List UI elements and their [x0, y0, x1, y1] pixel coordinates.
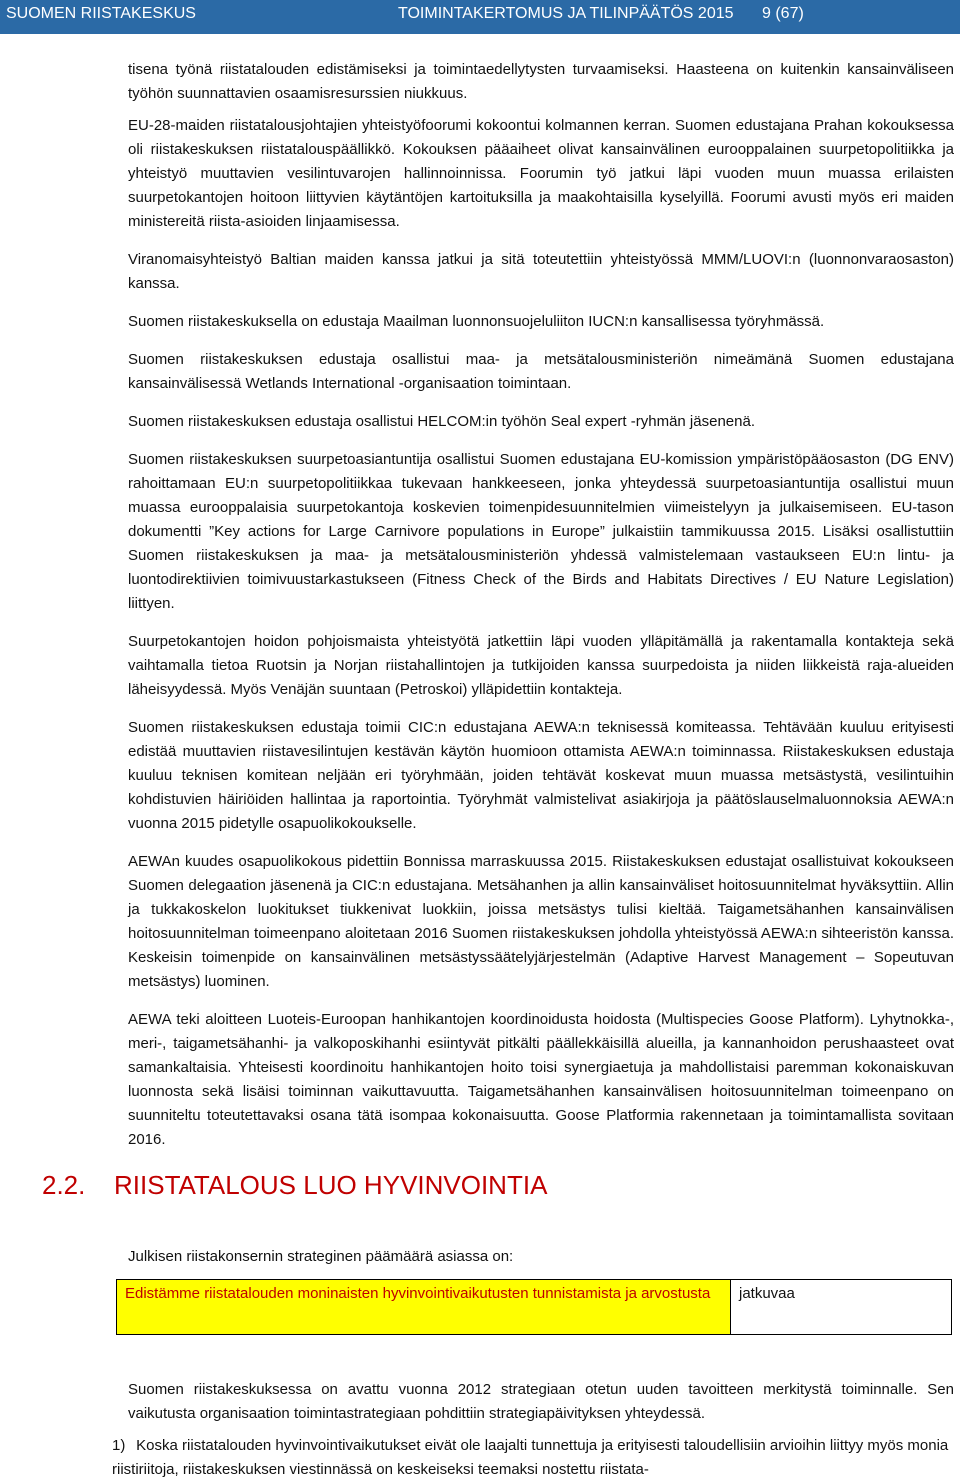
strategy-intro: Julkisen riistakonsernin strateginen päämäärä asiassa on: — [128, 1248, 514, 1265]
header-org: SUOMEN RIISTAKESKUS — [6, 5, 196, 22]
paragraph: Suurpetokantojen hoidon pohjoismaista yhteistyötä jatkettiin läpi vuoden ylläpitämällä ja rakentamalla kontakteja sekä vaihtamalla tietoa Ruotsin ja Norjan riistahallintojen ja tutkijoiden kanssa suurpedoista ja niiden liikkeistä raja-alueiden läheisyydessä. Myös Venäjän suuntaan (Petroskoi) ylläpidettiin kontakteja. — [128, 633, 954, 698]
footnote-number: 1) — [112, 1437, 126, 1454]
header-page-number: 9 (67) — [762, 5, 804, 22]
paragraph: Suomen riistakeskuksessa on avattu vuonna 2012 strategiaan otetun uuden tavoitteen merkitystä toiminnalle. Sen vaikutusta organisaation toimintastrategiaan pohdittiin strategiapäivityksen yhteydessä. — [128, 1381, 954, 1422]
paragraph: AEWA teki aloitteen Luoteis-Euroopan hanhikantojen koordinoidusta hoidosta (Multispecies Goose Platform). Lyhytnokka-, meri-, taigametsähanhi- ja valkoposkihanhi esiintyvät pitkälti päällekkäisillä alueilla, ja kannanhoidon perushaasteet ovat samankaltaisia. Yhteisesti koordinoitu hanhikantojen hoito toisi synergiaetuja ja mahdollistaisi paremman kokonaiskuvan luonnosta sekä lisäisi toiminnan vaikuttavuutta. Taigametsähanhen kansainvälisen hoitosuunnitelman toimeenpano on suunniteltu toteutettavaksi osana tätä isompaa kokonaisuutta. Goose Platformia rakennetaan ja toimintamallista sovitaan 2016. — [128, 1011, 954, 1148]
paragraph: Suomen riistakeskuksen edustaja osallistui HELCOM:in työhön Seal expert -ryhmän jäsenenä. — [128, 413, 755, 430]
goal-cell: Edistämme riistatalouden moninaisten hyvinvointivaikutusten tunnistamista ja arvostusta — [117, 1280, 731, 1335]
page-header — [0, 0, 960, 34]
paragraph: Viranomaisyhteistyö Baltian maiden kanssa jatkui ja sitä toteutettiin yhteistyössä MMM/LUOVI:n (luonnonvaraosaston) kanssa. — [128, 251, 954, 292]
status-cell: jatkuvaa — [731, 1280, 952, 1335]
footnote-text: Koska riistatalouden hyvinvointivaikutukset eivät ole laajalti tunnettuja ja erityisesti taloudellisiin arvioihin liittyy myös monia riistiriitoja, riistakeskuksen viestinnässä on keskeiseksi teemaksi nostettu riistata- — [112, 1437, 949, 1478]
header-document-title: TOIMINTAKERTOMUS JA TILINPÄÄTÖS 2015 — [398, 5, 734, 22]
table-row — [117, 1280, 952, 1335]
body-text — [128, 58, 954, 1166]
paragraph: tisena työnä riistatalouden edistämiseksi ja toimintaedellytysten turvaamiseksi. Haasteena on kuitenkin kansainväliseen työhön suunnattavien osaamisresurssien niukkuus. — [128, 61, 954, 102]
paragraph: Suomen riistakeskuksella on edustaja Maailman luonnonsuojeluliiton IUCN:n kansallisessa työryhmässä. — [128, 313, 825, 330]
paragraph: Suomen riistakeskuksen edustaja toimii CIC:n edustajana AEWA:n teknisessä komiteassa. Tehtävään kuuluu erityisesti edistää muuttavien riistavesilintujen kestävän käytön huomioon ottamista AEWA:n toiminnassa. Riistakeskuksen edustaja kuuluu teknisen komitean neljään eri työryhmään, joiden tehtävät koskevat muun muassa metsästystä, vesilintuihin kohdistuvien häiriöiden hallintaa ja raportointia. Työryhmät valmistelivat asiakirjoja ja päätöslauselmaluonnoksia AEWA:n vuonna 2015 pidetylle osapuolikokoukselle. — [128, 719, 954, 832]
paragraph: EU-28-maiden riistatalousjohtajien yhteistyöfoorumi kokoontui kolmannen kerran. Suomen edustajana Prahan kokouksessa oli riistakeskuksen riistatalouspäällikkö. Kokouksen pääaiheet olivat kansainvälinen eurooppalainen suurpetopolitiikka ja yhteistyö muuttavien vesilintuvarojen hallinnoinnissa. Foorumin työ jatkui läpi vuoden muun muassa erilaisten suurpetokantojen hoitoon liittyvien käytäntöjen kartoituksilla ja maakohtaisilla kyselyillä. Foorumi avusti myös eri maiden ministereitä riista-asioiden linjaamisessa. — [128, 117, 954, 230]
footnote — [112, 1434, 954, 1482]
section-heading — [42, 1170, 547, 1201]
paragraph: Suomen riistakeskuksen edustaja osallistui maa- ja metsätalousministeriön nimeämänä Suomen edustajana kansainvälisessä Wetlands International -organisaation toimintaan. — [128, 351, 954, 392]
section-number: 2.2. — [42, 1170, 86, 1200]
goal-table — [116, 1279, 952, 1335]
paragraph: Suomen riistakeskuksen suurpetoasiantuntija osallistui Suomen edustajana EU-komission ympäristöpääosaston (DG ENV) rahoittamaan EU:n suurpetopolitiikkaa tukevaan hankkeeseen, jonka yhteydessä suurpetoasiantuntija osallistui muun muassa eurooppalaisia suurpetokantoja koskevien toimenpidesuunnitelmien viimeistelyyn ja julkaisemiseen. EU-tason dokumentti ”Key actions for Large Carnivore populations in Europe” julkaistiin tammikuussa 2015. Lisäksi osallistuttiin Suomen riistakeskuksen ja maa- ja metsätalousministeriön yhdessä valmistelemaan vastaukseen EU:n lintu- ja luontodirektiivien toimivuustarkastukseen (Fitness Check of the Birds and Habitats Directives / EU Nature Legislation) liittyen. — [128, 451, 954, 612]
section-title: RIISTATALOUS LUO HYVINVOINTIA — [114, 1170, 548, 1200]
paragraph: AEWAn kuudes osapuolikokous pidettiin Bonnissa marraskuussa 2015. Riistakeskuksen edustajat osallistuivat kokoukseen Suomen delegaation jäsenenä ja CIC:n edustajana. Metsähanhen ja allin kansainväliset hoitosuunnitelmat hyväksyttiin. Allin ja tukkakoskelon luokitukset tiukkenivat luokkiin, joissa metsästys tulisi kieltää. Taigametsähanhen kansainvälisen hoitosuunnitelman toimeenpano aloitetaan 2016 Suomen riistakeskuksen johdolla yhteistyössä AEWA:n sihteeristön kanssa. Keskeisin toimenpide on kansainvälinen metsästyssäätelyjärjestelmän (Adaptive Harvest Management – Sopeutuvan metsästys) luominen. — [128, 853, 954, 990]
